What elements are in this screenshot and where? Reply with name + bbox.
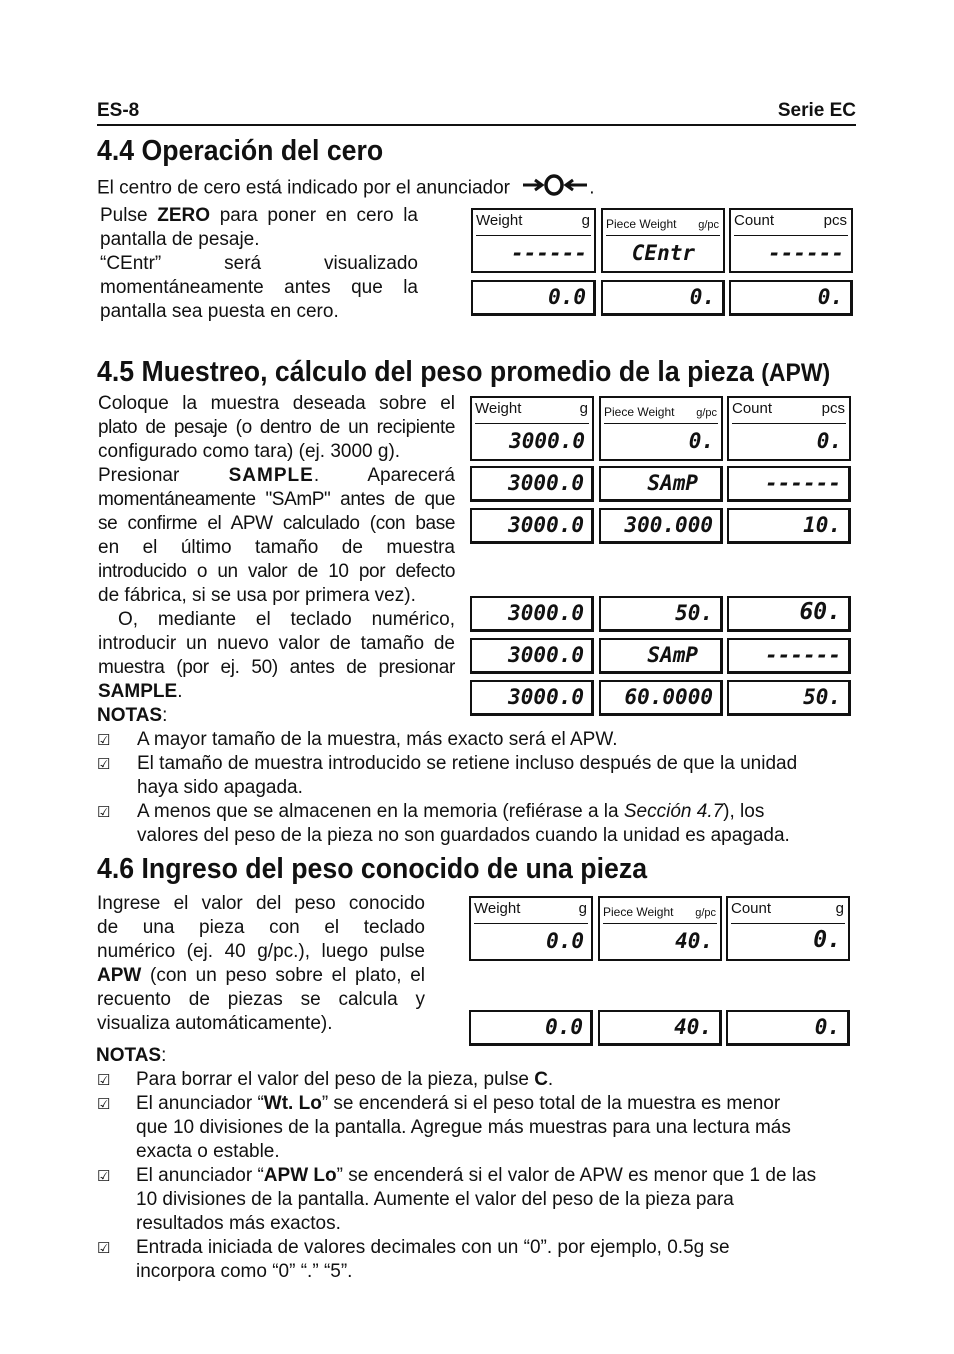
s45-line-10: O, mediante el teclado numérico, (118, 609, 455, 630)
count-label: Count (731, 900, 772, 917)
s45-row4-piece-weight (599, 596, 723, 632)
s45-row6-piece-weight (599, 680, 723, 716)
piece-weight-value: 300.000 (624, 513, 713, 537)
piece-weight-unit: g/pc (695, 907, 716, 919)
s44-intro-text: El centro de cero está indicado por el anunciador (97, 177, 510, 199)
series-name: Serie EC (777, 100, 856, 121)
s44-weight-display (471, 208, 596, 273)
s46-line-3: numérico (ej. 40 g/pc.), luego pulse (97, 941, 425, 962)
s46-line-6: visualiza automáticamente). (97, 1013, 333, 1034)
s46-notas-heading: NOTAS: (96, 1045, 167, 1066)
weight-unit: g (578, 900, 587, 917)
s45-note-3: A menos que se almacenen en la memoria (refiérase a la Sección 4.7), los valores del peso de la pieza no son guardados cuando la unidad es apagada. (137, 801, 790, 846)
count-value: 0. (813, 927, 841, 953)
s46-note-2: El anunciador “Wt. Lo” se encenderá si el peso total de la muestra es menor que 10 divisiones de la pantalla. Agregue más muestras para una lectura más exacta o estable. (136, 1093, 791, 1162)
count-label: Count (732, 400, 773, 417)
s45-line-3: configurado como tara) (ej. 3000 g). (98, 441, 401, 462)
s46-line-4: APW (con un peso sobre el plato, el (97, 965, 425, 986)
s44-count-display-2 (729, 280, 853, 316)
piece-weight-label: Piece Weight (604, 405, 675, 419)
s46-body (97, 892, 425, 1036)
s45-notas-heading: NOTAS: (97, 705, 168, 726)
s45-row3-count (727, 508, 851, 544)
s46-row2-piece-weight (598, 1010, 722, 1046)
s45-piece-weight-display (599, 396, 723, 461)
s46-note-1: Para borrar el valor del peso de la pieza, pulse C. (136, 1069, 554, 1090)
s45-weight-display (470, 396, 594, 461)
piece-weight-value: 40. (675, 929, 713, 953)
s45-line-12: muestra (por ej. 50) antes de presionar (98, 657, 455, 678)
weight-unit: g (579, 400, 588, 417)
s45-line-8: introducido o un valor de 10 por defecto (98, 561, 455, 582)
weight-value: 0.0 (548, 285, 586, 309)
count-value: 0. (816, 429, 842, 453)
count-value: 50. (803, 685, 841, 709)
weight-value: ------ (511, 241, 587, 265)
header-rule (97, 124, 856, 126)
s44-weight-display-2 (471, 280, 596, 316)
s45-row6-count (727, 680, 851, 716)
weight-label: Weight (476, 212, 523, 229)
count-value: 0. (814, 1015, 840, 1039)
checkbox-checked-icon: ☑ (97, 1096, 111, 1113)
s45-row4-weight (470, 596, 594, 632)
page-number: ES-8 (97, 100, 140, 121)
weight-label: Weight (474, 900, 521, 917)
s45-row2-weight (470, 466, 594, 502)
weight-unit: g (581, 212, 590, 229)
s45-note-2: El tamaño de muestra introducido se retiene incluso después de que la unidad haya sido apagada. (137, 753, 798, 798)
count-unit: pcs (821, 400, 845, 417)
s44-intro (97, 174, 595, 203)
s44-line-3: “CEntr” será visualizado (100, 253, 418, 274)
s45-line-2: plato de pesaje (o dentro de un recipiente (98, 417, 455, 438)
piece-weight-value: 0. (688, 429, 714, 453)
s46-note-3: El anunciador “APW Lo” se encenderá si el valor de APW es menor que 1 de las 10 divisiones de la pantalla. Aumente el valor del peso de la pieza para resultados más exactos. (136, 1165, 817, 1234)
s44-line-2: pantalla de pesaje. (100, 229, 260, 250)
s44-count-display (729, 208, 853, 273)
count-value: 60. (799, 599, 841, 625)
s45-line-13: SAMPLE. (98, 681, 183, 702)
piece-weight-value: 60.0000 (624, 685, 713, 709)
s45-body (98, 392, 455, 704)
checkbox-checked-icon: ☑ (97, 804, 111, 821)
weight-value: 0.0 (545, 1015, 583, 1039)
s44-piece-weight-display (601, 208, 725, 273)
s45-row2-piece-weight (599, 466, 723, 502)
count-unit: pcs (823, 212, 847, 229)
piece-weight-value: 50. (675, 601, 713, 625)
s44-line-5: pantalla sea puesta en cero. (100, 301, 339, 322)
weight-value: 3000.0 (508, 513, 584, 537)
count-value: 10. (803, 513, 841, 537)
s46-line-5: recuento de piezas se calcula y (97, 989, 425, 1010)
s45-row4-count (727, 596, 851, 632)
s44-intro-end: . (589, 177, 595, 199)
s46-count-display (726, 896, 850, 961)
s45-line-11: introducir un nuevo valor de tamaño de (98, 633, 455, 654)
s46-line-2: de una pieza con el teclado (97, 917, 425, 938)
section-title-4-5: 4.5 Muestreo, cálculo del peso promedio de la pieza (APW) (97, 356, 831, 388)
piece-weight-label: Piece Weight (606, 217, 677, 231)
count-label: Count (734, 212, 775, 229)
s46-row2-weight (469, 1010, 593, 1046)
s46-weight-display (469, 896, 593, 961)
piece-weight-value: 40. (674, 1015, 712, 1039)
weight-value: 3000.0 (508, 685, 584, 709)
s44-body (100, 204, 418, 324)
s45-count-display (727, 396, 851, 461)
section-title-4-4: 4.4 Operación del cero (97, 135, 384, 167)
s45-line-4: Presionar SAMPLE. Aparecerá (98, 465, 455, 486)
piece-weight-unit: g/pc (698, 219, 719, 231)
s45-row5-weight (470, 638, 594, 674)
weight-value: 0.0 (546, 929, 584, 953)
count-value: ------ (765, 471, 841, 495)
checkbox-checked-icon: ☑ (97, 1168, 111, 1185)
checkbox-checked-icon: ☑ (97, 756, 111, 773)
weight-value: 3000.0 (508, 471, 584, 495)
s45-row2-count (727, 466, 851, 502)
piece-weight-value: SAmP (647, 471, 698, 495)
s44-line-4: momentáneamente antes que la (100, 277, 418, 298)
s45-line-1: Coloque la muestra deseada sobre el (98, 393, 455, 414)
piece-weight-value: SAmP (647, 643, 698, 667)
checkbox-checked-icon: ☑ (97, 732, 111, 749)
s45-row3-piece-weight (599, 508, 723, 544)
s46-piece-weight-display (598, 896, 722, 961)
count-unit: g (835, 900, 844, 917)
s45-line-6: se confirme el APW calculado (con base (98, 513, 455, 534)
s45-row5-count (727, 638, 851, 674)
weight-value: 3000.0 (508, 643, 584, 667)
count-value: 0. (817, 285, 843, 309)
s46-row2-count (726, 1010, 850, 1046)
piece-weight-unit: g/pc (696, 407, 717, 419)
piece-weight-value: CEntr (631, 241, 695, 265)
s46-note-4: Entrada iniciada de valores decimales con un “0”. por ejemplo, 0.5g se incorpora como “0” “.” “5”. (136, 1237, 730, 1282)
s44-line-1: Pulse ZERO para poner en cero la (100, 205, 418, 226)
zero-center-annunciator-icon (521, 174, 589, 203)
piece-weight-label: Piece Weight (603, 905, 674, 919)
checkbox-checked-icon: ☑ (97, 1072, 111, 1089)
s46-line-1: Ingrese el valor del peso conocido (97, 893, 425, 914)
s45-row6-weight (470, 680, 594, 716)
checkbox-checked-icon: ☑ (97, 1240, 111, 1257)
count-value: ------ (765, 643, 841, 667)
s45-row3-weight (470, 508, 594, 544)
s45-line-5: momentáneamente "SAmP" antes de que (98, 489, 455, 510)
s45-row5-piece-weight (599, 638, 723, 674)
s45-note-1: A mayor tamaño de la muestra, más exacto será el APW. (137, 729, 618, 750)
s45-line-7: en el último tamaño de muestra (98, 537, 455, 558)
weight-value: 3000.0 (508, 601, 584, 625)
s44-piece-weight-display-2 (601, 280, 725, 316)
piece-weight-value: 0. (689, 285, 715, 309)
s45-line-9: de fábrica, si se usa por primera vez). (98, 585, 416, 606)
section-title-4-6: 4.6 Ingreso del peso conocido de una pieza (97, 853, 648, 885)
weight-label: Weight (475, 400, 522, 417)
weight-value: 3000.0 (509, 429, 585, 453)
count-value: ------ (768, 241, 844, 265)
